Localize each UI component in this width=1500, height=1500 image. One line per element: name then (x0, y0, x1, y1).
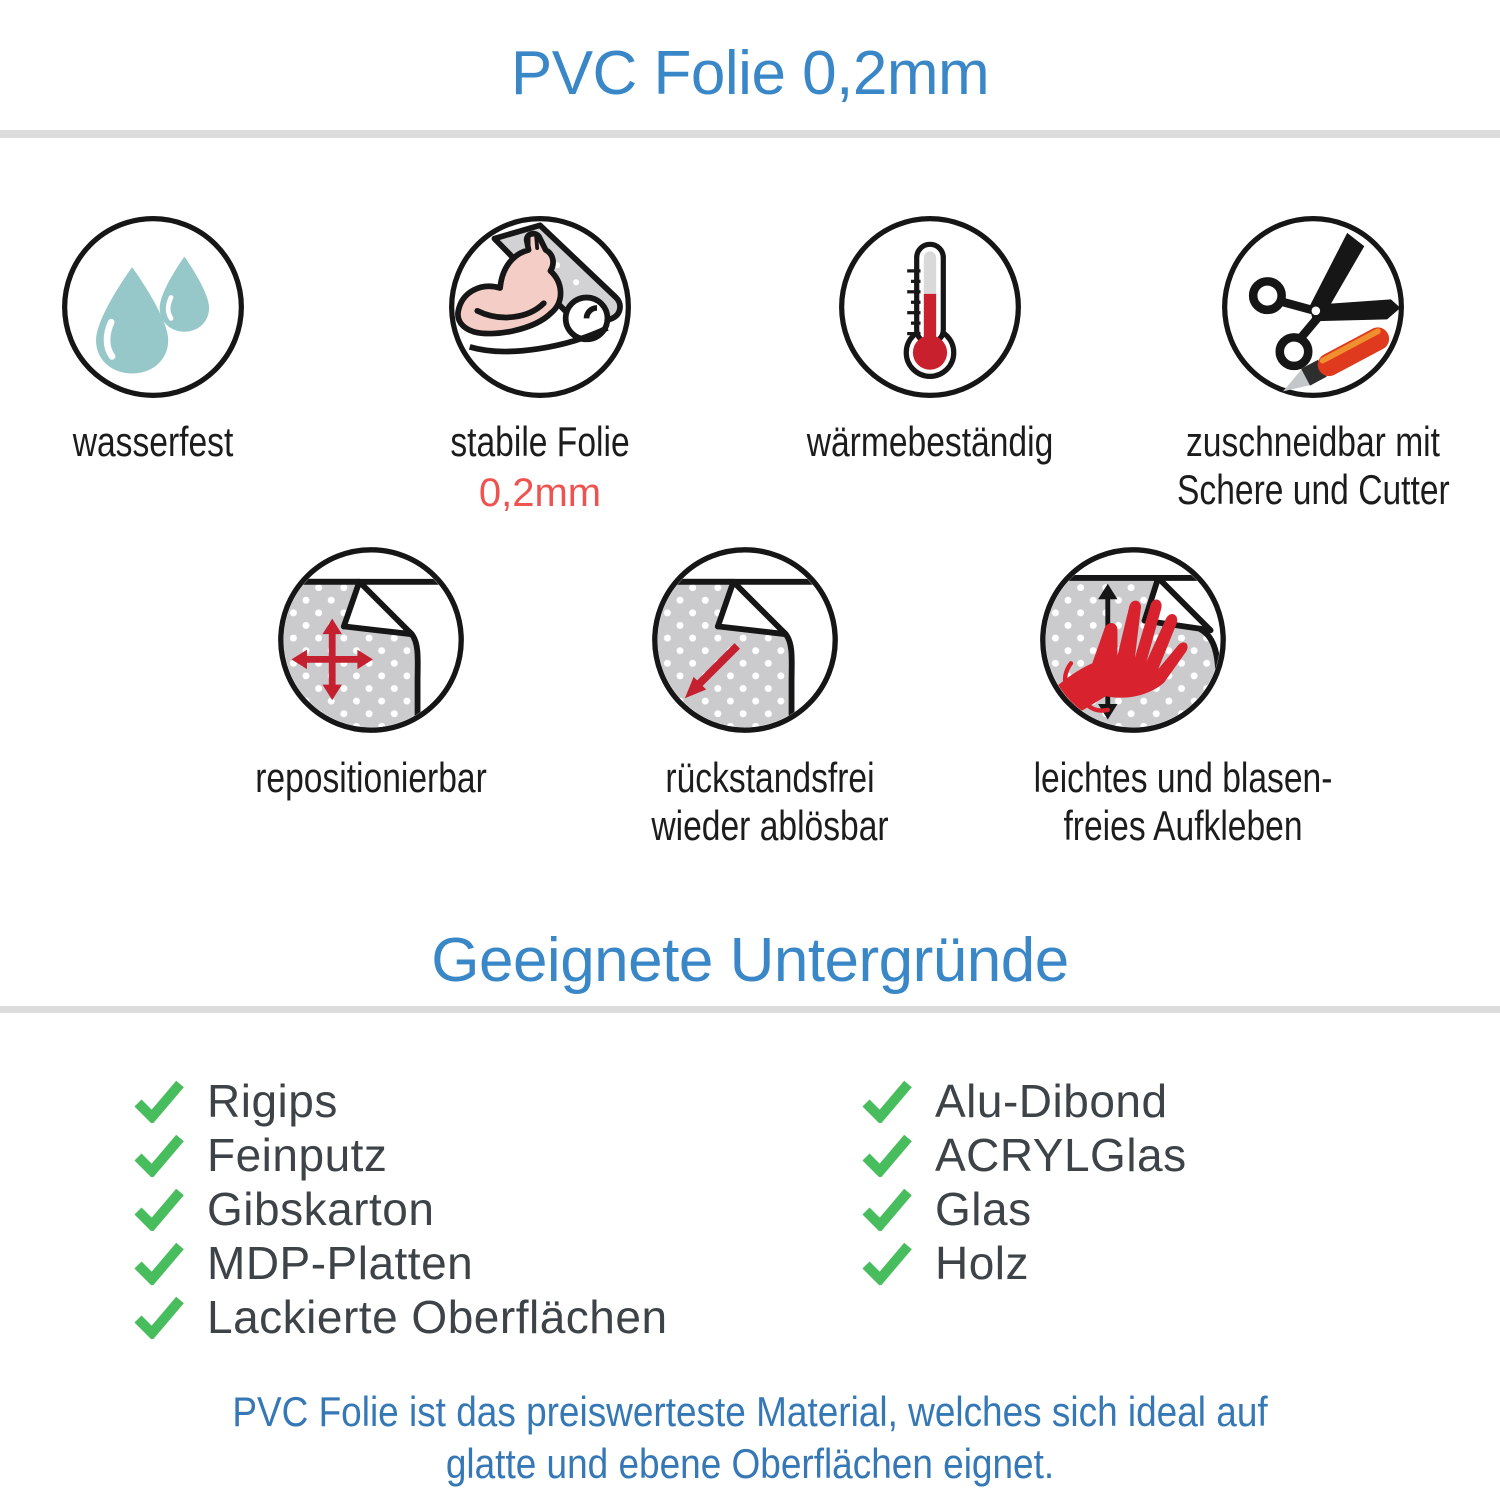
list-item: Lackierte Oberflächen (133, 1290, 668, 1344)
check-icon (861, 1133, 913, 1177)
feature-label: rückstandsfrei wieder ablösbar (651, 754, 889, 849)
thickness-value: 0,2mm (478, 471, 602, 515)
surfaces-list-right (861, 1074, 1187, 1290)
feature-repositionierbar (181, 543, 561, 802)
check-icon (861, 1079, 913, 1123)
list-item: Glas (861, 1182, 1187, 1236)
thermometer-icon (835, 212, 1025, 402)
feature-label: wasserfest (72, 418, 234, 465)
list-item: Feinputz (133, 1128, 668, 1182)
scissors-cutter-icon (1218, 212, 1408, 402)
feature-stabile-folie (370, 212, 710, 516)
feature-zuschneidbar (1143, 212, 1483, 518)
surfaces-list-left (133, 1074, 668, 1344)
surfaces-heading: Geeignete Untergründe (431, 926, 1069, 995)
divider-surfaces (0, 1006, 1500, 1013)
divider-top (0, 130, 1500, 138)
check-icon (133, 1241, 185, 1285)
feature-wasserfest (0, 212, 323, 470)
muscle-foil-icon (445, 212, 635, 402)
footer-line: glatte und ebene Oberflächen eignet. (445, 1440, 1055, 1487)
check-icon (133, 1295, 185, 1339)
feature-label: stabile Folie (450, 418, 630, 465)
feature-label: leichtes und blasen- freies Aufkleben (1033, 754, 1333, 849)
feature-label: wärmebeständig (806, 418, 1054, 465)
check-icon (861, 1241, 913, 1285)
check-icon (133, 1079, 185, 1123)
feature-rueckstandsfrei (555, 543, 935, 850)
feature-label: zuschneidbar mit Schere und Cutter (1177, 418, 1450, 513)
move-arrows-foil-icon (274, 543, 468, 737)
peel-off-foil-icon (648, 543, 842, 737)
page-title: PVC Folie 0,2mm (510, 39, 990, 108)
feature-blasenfreies-aufkleben (943, 543, 1333, 850)
hand-smooth-foil-icon (1036, 543, 1230, 737)
list-item: MDP-Platten (133, 1236, 668, 1290)
list-item: Holz (861, 1236, 1187, 1290)
list-item: Gibskarton (133, 1182, 668, 1236)
check-icon (133, 1133, 185, 1177)
list-item: ACRYLGlas (861, 1128, 1187, 1182)
feature-waermebestaendig (760, 212, 1100, 470)
check-icon (133, 1187, 185, 1231)
feature-label: repositionierbar (255, 754, 487, 801)
water-drops-icon (58, 212, 248, 402)
check-icon (861, 1187, 913, 1231)
footer-line: PVC Folie ist das preiswerteste Material, welches sich ideal auf (232, 1388, 1268, 1435)
footer-note (0, 1386, 1500, 1490)
list-item: Rigips (133, 1074, 668, 1128)
list-item: Alu-Dibond (861, 1074, 1187, 1128)
